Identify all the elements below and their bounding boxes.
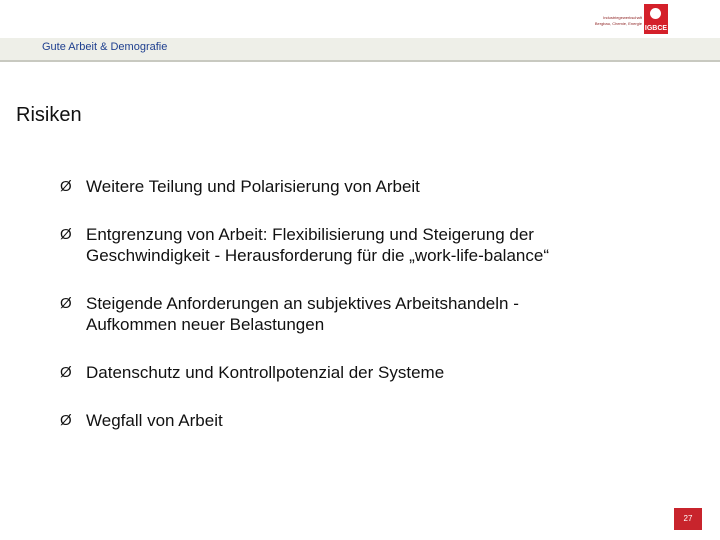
logo-mark-text: IGBCE — [644, 25, 668, 32]
bullet-line: Geschwindigkeit - Herausforderung für die „work-life-balance“ — [86, 246, 549, 265]
slide-title: Risiken — [16, 104, 82, 126]
header-title: Gute Arbeit & Demografie — [42, 41, 168, 53]
bullet-line: Steigende Anforderungen an subjektives Arbeitshandeln - — [86, 294, 519, 313]
arrow-bullet-icon: Ø — [60, 178, 72, 195]
bullet-line: Datenschutz und Kontrollpotenzial der Systeme — [86, 363, 445, 382]
igbce-logo — [644, 4, 668, 34]
bullet-line: Weitere Teilung und Polarisierung von Arbeit — [86, 177, 420, 196]
bullet-line: Wegfall von Arbeit — [86, 411, 223, 430]
arrow-bullet-icon: Ø — [60, 295, 72, 312]
logo-text — [594, 15, 642, 27]
arrow-bullet-icon: Ø — [60, 412, 72, 429]
logo-line-1: Industriegewerkschaft — [603, 15, 642, 20]
arrow-bullet-icon: Ø — [60, 226, 72, 243]
logo-circle-icon — [650, 8, 661, 19]
bullet-item — [60, 176, 700, 197]
bullet-item — [60, 410, 700, 431]
bullet-line: Aufkommen neuer Belastungen — [86, 315, 325, 334]
bullet-line: Entgrenzung von Arbeit: Flexibilisierung und Steigerung der — [86, 225, 534, 244]
bullet-list — [60, 176, 700, 458]
logo-line-2: Bergbau, Chemie, Energie — [594, 21, 642, 26]
bullet-item — [60, 362, 700, 383]
bullet-item — [60, 224, 700, 266]
page-number: 27 — [674, 508, 702, 530]
bullet-item — [60, 293, 700, 335]
arrow-bullet-icon: Ø — [60, 364, 72, 381]
